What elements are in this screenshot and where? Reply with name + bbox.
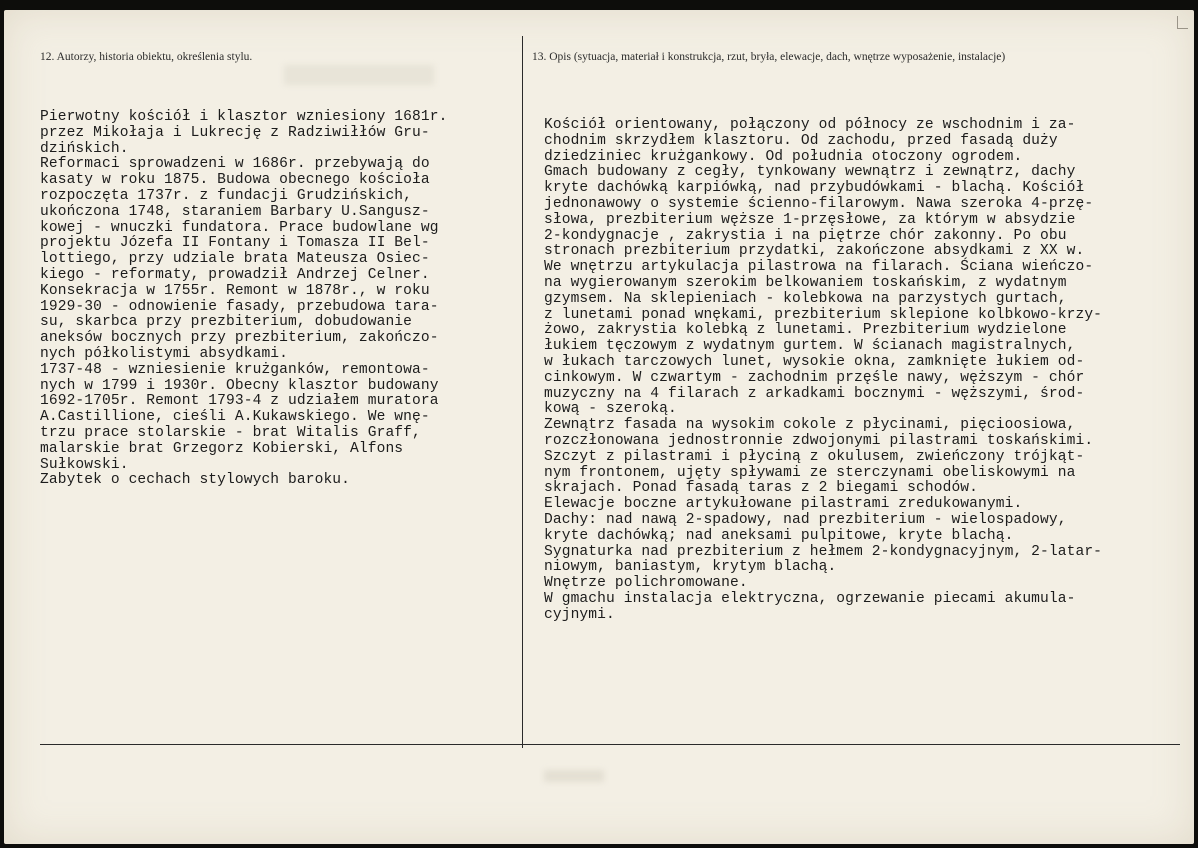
- typed-line: nym frontonem, ujęty spływami ze sterczynami obeliskowymi na: [544, 464, 1076, 481]
- paper-smudge: [544, 770, 604, 782]
- corner-mark: [1177, 16, 1188, 29]
- typed-line: 1692-1705r. Remont 1793-4 z udziałem muratora: [40, 393, 439, 410]
- typed-line: z lunetami ponad wnękami, prezbiterium sklepione kolbkowo-krzy-: [544, 306, 1103, 323]
- typed-line: skrajach. Ponad fasadą taras z 2 biegami schodów.: [544, 480, 979, 497]
- column-divider: [522, 36, 523, 748]
- typed-line: kryte dachówką karpiówką, nad przybudówkami - blachą. Kościół: [544, 180, 1085, 197]
- typed-line: Sułkowski.: [40, 456, 129, 473]
- typed-line: rozpoczęta 1737r. z fundacji Grudzińskich,: [40, 187, 413, 204]
- typed-line: lottiego, przy udziale brata Mateusza Osiec-: [40, 251, 430, 268]
- typed-line: aneksów bocznych przy prezbiterium, zakończo-: [40, 330, 439, 347]
- typed-line: A.Castillione, cieśli A.Kukawskiego. We wnę-: [40, 409, 430, 426]
- typed-line: nych w 1799 i 1930r. Obecny klasztor budowany: [40, 377, 439, 394]
- typed-line: dzińskich.: [40, 140, 129, 157]
- typed-line: łukiem tęczowym z wydatnym gurtem. W ścianach magistralnych,: [544, 338, 1076, 355]
- typed-line: Reformaci sprowadzeni w 1686r. przebywają do: [40, 156, 430, 173]
- paper-smudge: [284, 65, 434, 85]
- typed-line: Zabytek o cechach stylowych baroku.: [40, 472, 351, 489]
- typed-line: żowo, zakrystia kolebką z lunetami. Prezbiterium wydzielone: [544, 322, 1067, 339]
- typed-line: projektu Józefa II Fontany i Tomasza II Bel-: [40, 235, 430, 252]
- typed-line: muzyczny na 4 filarach z arkadkami bocznymi - węższymi, środ-: [544, 385, 1085, 402]
- typed-line: Szczyt z pilastrami i płyciną z okulusem, zwieńczony trójkąt-: [544, 448, 1085, 465]
- typed-line: Konsekracja w 1755r. Remont w 1878r., w roku: [40, 282, 430, 299]
- typed-line: kiego - reformaty, prowadził Andrzej Celner.: [40, 266, 430, 283]
- typed-line: Wnętrze polichromowane.: [544, 575, 748, 592]
- typed-line: Elewacje boczne artykułowane pilastrami zredukowanymi.: [544, 496, 1023, 513]
- typed-line: su, skarbca przy prezbiterium, dobudowanie: [40, 314, 413, 331]
- typed-line: Pierwotny kościół i klasztor wzniesiony 1681r.: [40, 109, 448, 125]
- typed-line: malarskie brat Grzegorz Kobierski, Alfons: [40, 440, 404, 457]
- record-card: [4, 10, 1194, 844]
- section-12-header: 12. Autorzy, historia obiektu, określenia stylu.: [40, 51, 253, 63]
- typed-line: 1737-48 - wzniesienie krużganków, remontowa-: [40, 361, 430, 378]
- typed-line: cyjnymi.: [544, 606, 615, 623]
- typed-line: Kościół orientowany, połączony od północy ze wschodnim i za-: [544, 117, 1076, 133]
- typed-line: niowym, baniastym, krytym blachą.: [544, 559, 837, 576]
- typed-line: w łukach tarczowych lunet, wysokie okna, zamknięte łukiem od-: [544, 353, 1085, 370]
- bottom-rule: [40, 744, 1180, 745]
- typed-line: chodnim skrzydłem klasztoru. Od zachodu, przed fasadą duży: [544, 132, 1058, 149]
- typed-line: gzymsem. Na sklepieniach - kolebkowa na parzystych gurtach,: [544, 290, 1067, 307]
- typed-line: cinkowym. W czwartym - zachodnim przęśle nawy, węższym - chór: [544, 369, 1085, 386]
- section-13-header: 13. Opis (sytuacja, materiał i konstrukcja, rzut, bryła, elewacje, dach, wnętrze wyposażenie, instalacje): [532, 51, 1006, 63]
- typed-line: 1929-30 - odnowienie fasady, przebudowa tara-: [40, 298, 439, 315]
- typed-line: Zewnątrz fasada na wysokim cokole z płycinami, pięcioosiowa,: [544, 417, 1076, 434]
- typed-line: kryte dachówką; nad aneksami pulpitowe, kryte blachą.: [544, 527, 1014, 544]
- typed-line: rozczłonowana jednostronnie zdwojonymi pilastrami toskańskimi.: [544, 432, 1094, 449]
- typed-line: ukończona 1748, staraniem Barbary U.Sangusz-: [40, 203, 430, 220]
- typed-line: trzu prace stolarskie - brat Witalis Graff,: [40, 424, 421, 441]
- typed-line: dziedziniec krużgankowy. Od południa otoczony ogrodem.: [544, 148, 1023, 165]
- typed-line: kowej - wnuczki fundatora. Prace budowlane wg: [40, 219, 439, 236]
- typed-line: przez Mikołaja i Lukrecję z Radziwiłłów Gru-: [40, 124, 430, 141]
- typed-line: W gmachu instalacja elektryczna, ogrzewanie piecami akumula-: [544, 590, 1076, 607]
- typed-line: kową - szeroką.: [544, 401, 677, 418]
- typed-line: We wnętrzu artykulacja pilastrowa na filarach. Ściana wieńczo-: [544, 259, 1094, 276]
- typed-line: stronach prezbiterium przydatki, zakończone absydkami z XX w.: [544, 243, 1085, 260]
- typed-line: nych półkolistymi absydkami.: [40, 345, 289, 362]
- typed-line: Gmach budowany z cegły, tynkowany wewnątrz i zewnątrz, dachy: [544, 164, 1076, 181]
- typed-line: kasaty w roku 1875. Budowa obecnego kościoła: [40, 172, 430, 189]
- typed-line: 2-kondygnacje , zakrystia i na piętrze chór zakonny. Po obu: [544, 227, 1067, 244]
- typed-line: Sygnaturka nad prezbiterium z hełmem 2-kondygnacyjnym, 2-latar-: [544, 543, 1103, 560]
- typed-line: jednonawowy o systemie ścienno-filarowym. Nawa szeroka 4-przę-: [544, 195, 1094, 212]
- description-typed-text: [544, 118, 1102, 624]
- typed-line: Dachy: nad nawą 2-spadowy, nad prezbiterium - wielospadowy,: [544, 511, 1067, 528]
- history-typed-text: [40, 110, 447, 489]
- typed-line: na wygierowanym szerokim belkowaniem toskańskim, z wydatnym: [544, 274, 1067, 291]
- typed-line: słowa, prezbiterium węższe 1-przęsłowe, za którym w absydzie: [544, 211, 1076, 228]
